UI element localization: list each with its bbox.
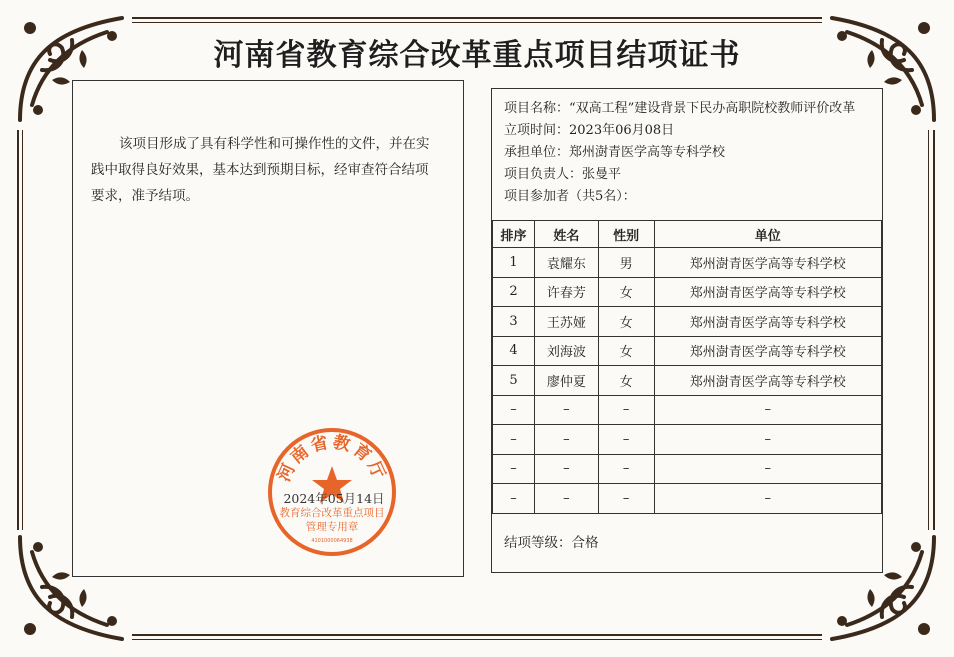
cell-name: 刘海波 xyxy=(534,336,598,366)
cell-rank: 3 xyxy=(493,307,535,337)
cell-rank: 1 xyxy=(493,248,535,278)
undertaking-unit: 承担单位：郑州澍青医学高等专科学校 xyxy=(504,145,726,160)
completion-grade: 结项等级：合格 xyxy=(504,535,599,551)
cell-rank: 4 xyxy=(493,336,535,366)
table-row xyxy=(493,248,882,278)
cell-unit: – xyxy=(654,395,881,425)
cell-unit: – xyxy=(654,454,881,484)
cell-unit: 郑州澍青医学高等专科学校 xyxy=(654,336,881,366)
seal-serial-number: 4101000064938 xyxy=(311,538,353,544)
cell-name: – xyxy=(534,425,598,455)
cell-unit: – xyxy=(654,484,881,514)
cell-rank: – xyxy=(493,454,535,484)
table-row xyxy=(493,395,882,425)
cell-name: 袁耀东 xyxy=(534,248,598,278)
seal-authority-text: 河南省教育厅 xyxy=(274,432,390,485)
participants-table xyxy=(492,220,882,514)
cell-rank: – xyxy=(493,484,535,514)
table-row xyxy=(493,336,882,366)
project-name: 项目名称：“双高工程”建设背景下民办高职院校教师评价改革 xyxy=(504,101,856,116)
cell-rank: – xyxy=(493,395,535,425)
header-unit: 单位 xyxy=(654,221,881,248)
cell-unit: – xyxy=(654,425,881,455)
cell-gender: – xyxy=(598,395,654,425)
table-row xyxy=(493,454,882,484)
cell-unit: 郑州澍青医学高等专科学校 xyxy=(654,307,881,337)
cell-rank: 5 xyxy=(493,366,535,396)
header-rank: 排序 xyxy=(493,221,535,248)
seal-date: 2024年05月14日 xyxy=(283,491,385,506)
table-row xyxy=(493,277,882,307)
certificate-title: 河南省教育综合改革重点项目结项证书 xyxy=(213,38,741,73)
table-row xyxy=(493,307,882,337)
cell-unit: 郑州澍青医学高等专科学校 xyxy=(654,277,881,307)
table-header-row xyxy=(493,221,882,248)
table-row xyxy=(493,366,882,396)
cell-name: – xyxy=(534,395,598,425)
cell-gender: 男 xyxy=(598,248,654,278)
cell-name: 许春芳 xyxy=(534,277,598,307)
cell-name: 廖仲夏 xyxy=(534,366,598,396)
cell-gender: – xyxy=(598,484,654,514)
cell-gender: – xyxy=(598,425,654,455)
cell-rank: 2 xyxy=(493,277,535,307)
cell-name: – xyxy=(534,484,598,514)
approval-time: 立项时间：2023年06月08日 xyxy=(504,123,675,138)
cell-name: – xyxy=(534,454,598,484)
project-info-panel xyxy=(491,88,883,573)
cell-unit: 郑州澍青医学高等专科学校 xyxy=(654,366,881,396)
participants-label: 项目参加者（共5名）： xyxy=(504,189,636,204)
table-row xyxy=(493,425,882,455)
cell-rank: – xyxy=(493,425,535,455)
header-name: 姓名 xyxy=(534,221,598,248)
project-leader: 项目负责人：张曼平 xyxy=(504,167,622,182)
cell-name: 王苏娅 xyxy=(534,307,598,337)
cell-unit: 郑州澍青医学高等专科学校 xyxy=(654,248,881,278)
seal-bottom-text-line1: 教育综合改革重点项目 xyxy=(279,507,385,519)
cell-gender: 女 xyxy=(598,366,654,396)
header-gender: 性别 xyxy=(598,221,654,248)
cell-gender: 女 xyxy=(598,336,654,366)
table-row xyxy=(493,484,882,514)
summary-text: 该项目形成了具有科学性和可操作性的文件，并在实践中取得良好效果，基本达到预期目标，经审查符合结项要求，准予结项。 xyxy=(91,136,430,204)
seal-bottom-text-line2: 管理专用章 xyxy=(305,521,359,533)
cell-gender: 女 xyxy=(598,307,654,337)
cell-gender: 女 xyxy=(598,277,654,307)
cell-gender: – xyxy=(598,454,654,484)
